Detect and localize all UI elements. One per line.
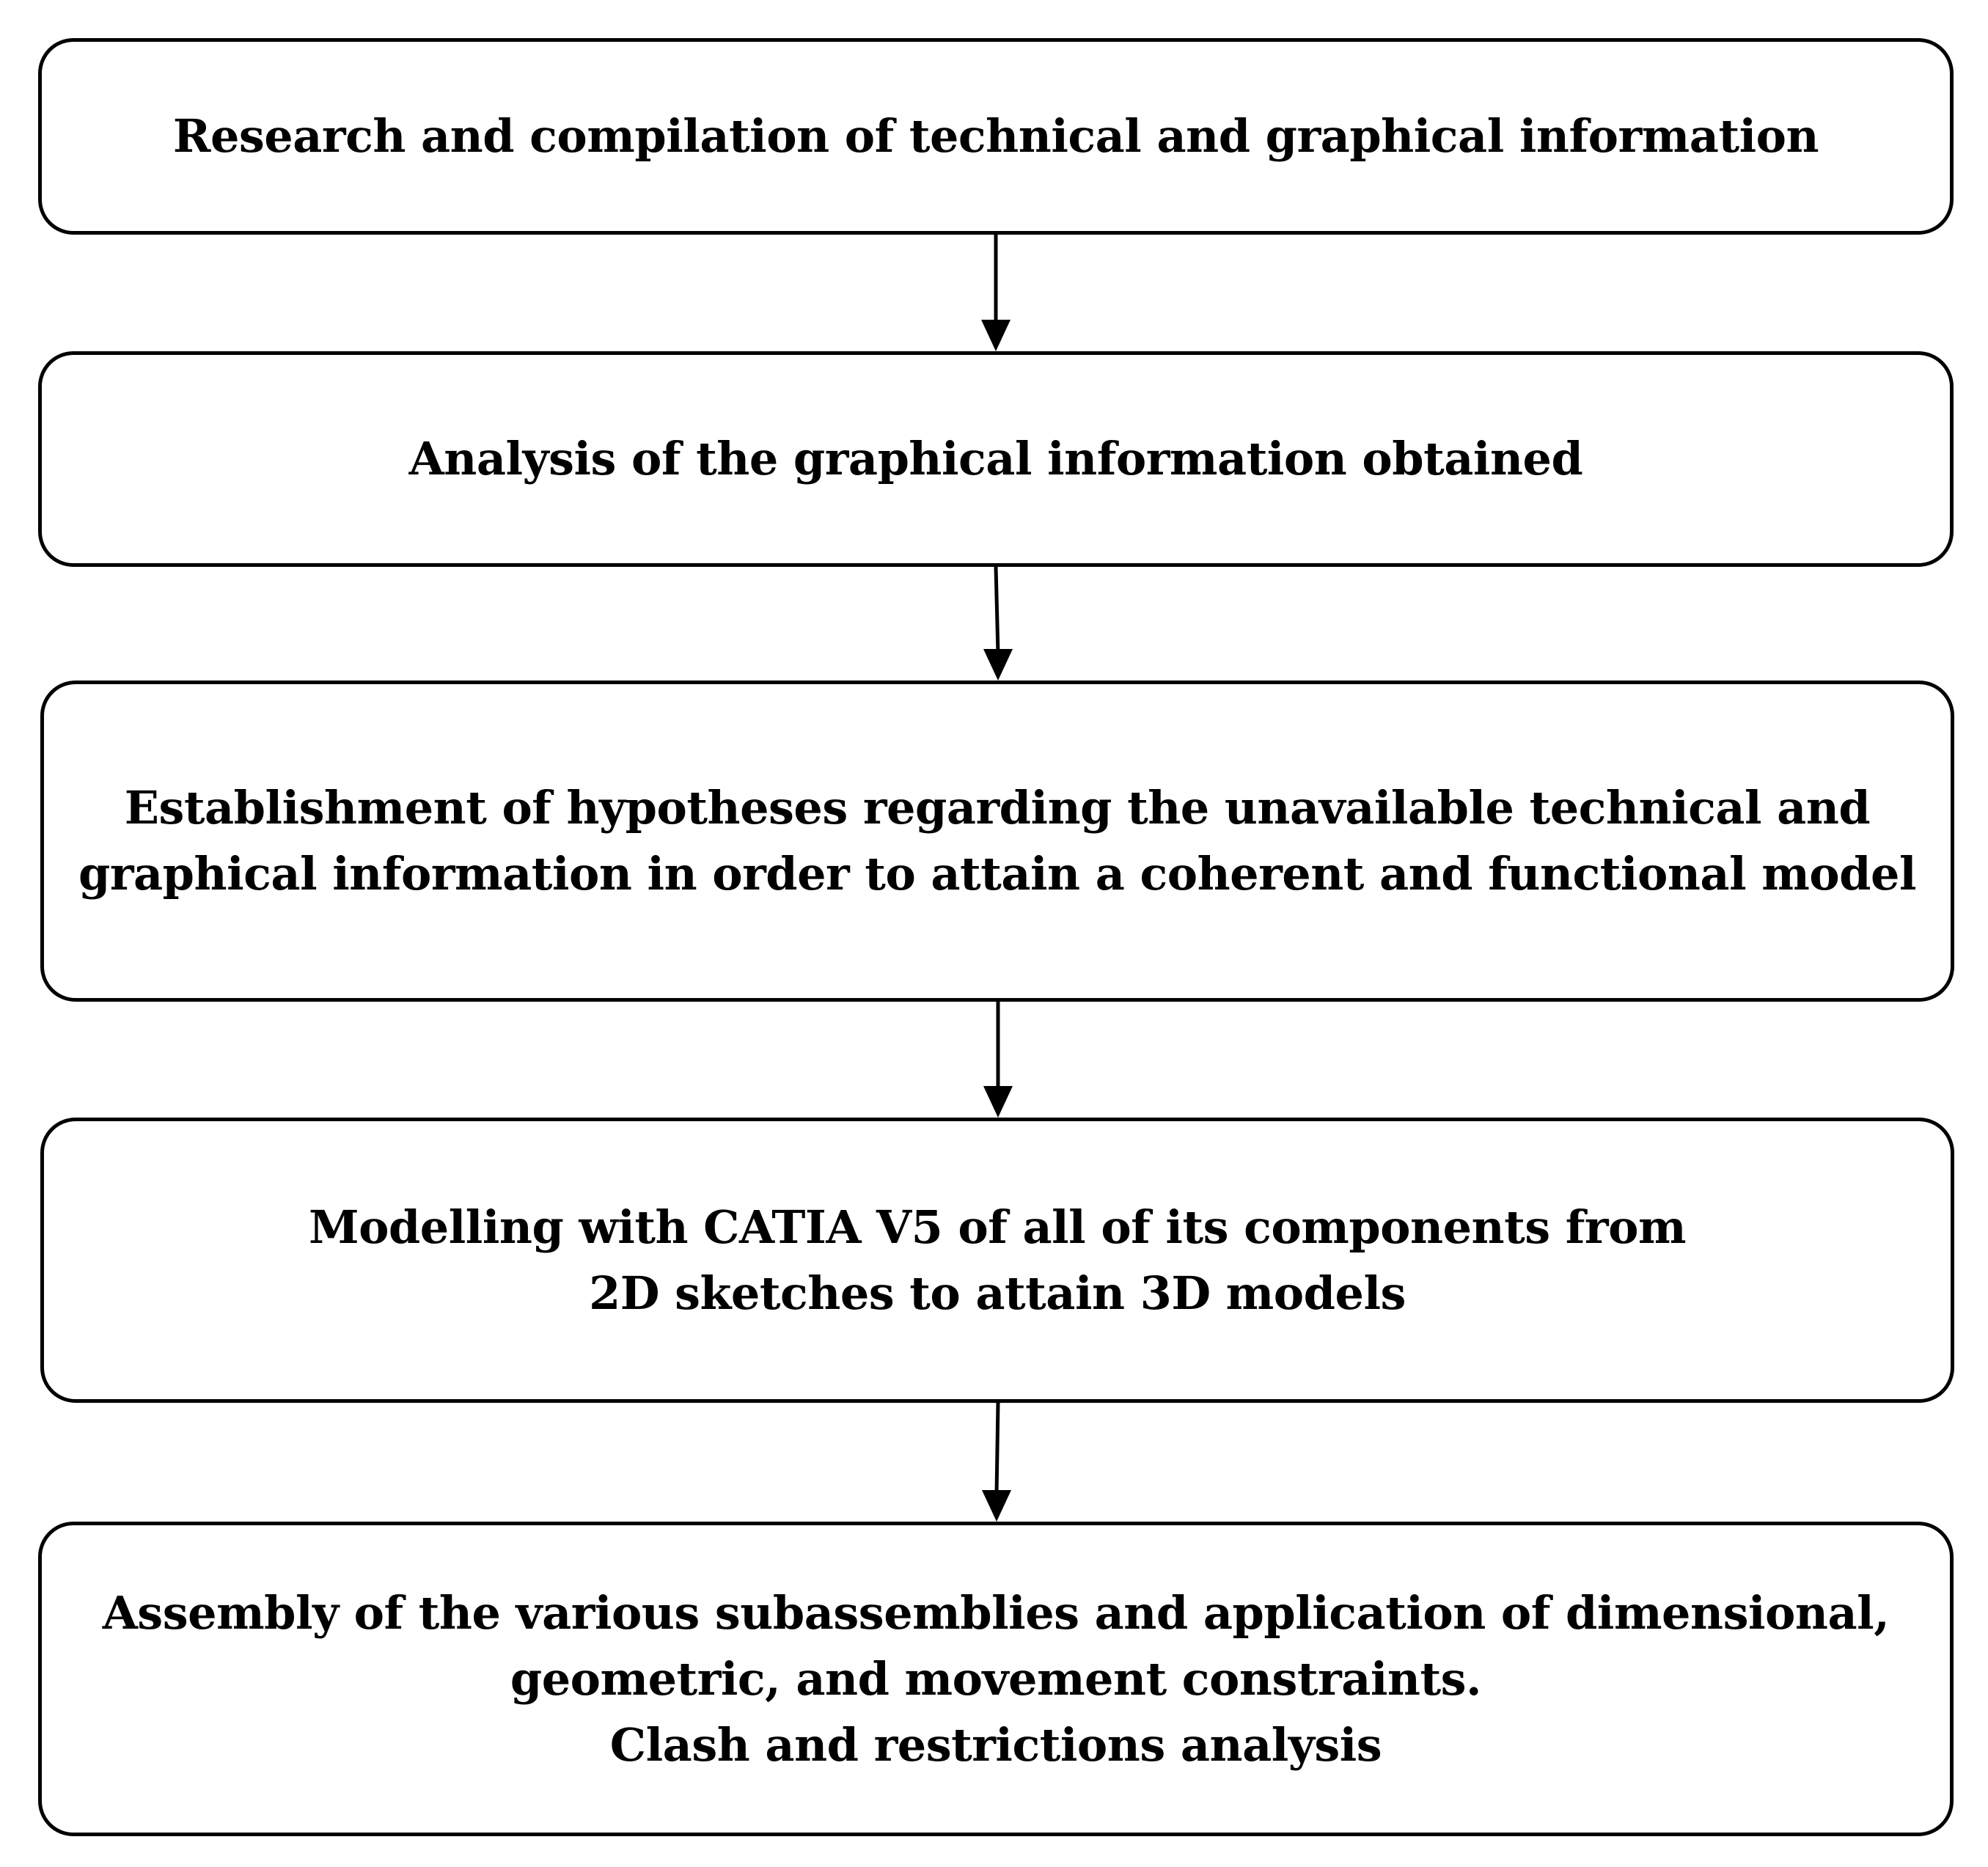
step-5-assembly-box [38,1522,1954,1836]
step-5-text-line-2: geometric, and movement constraints. [510,1651,1482,1706]
step-2-analysis-box [38,351,1954,567]
arrow-step-3-to-4 [983,1002,1013,1118]
step-5-text-line-3: Clash and restrictions analysis [609,1717,1382,1772]
arrow-step-1-to-2 [981,235,1010,351]
step-5-text-line-1: Assembly of the various subassemblies and application of dimensional, [102,1585,1890,1640]
arrow-step-2-to-3 [983,567,1013,681]
step-4-modelling-box [40,1118,1954,1403]
step-1-research-box [38,38,1954,235]
arrow-step-4-to-5 [982,1403,1011,1522]
step-2-text-line-1: Analysis of the graphical information obtained [408,432,1583,485]
step-3-text-line-2: graphical information in order to attain a coherent and functional model [78,847,1917,901]
step-3-hypotheses-box [40,681,1954,1002]
step-4-text-line-2: 2D sketches to attain 3D models [589,1266,1406,1320]
step-4-text-line-1: Modelling with CATIA V5 of all of its components from [308,1200,1687,1254]
step-3-text-line-1: Establishment of hypotheses regarding the unavailable technical and [124,781,1871,835]
step-1-text-line-1: Research and compilation of technical and graphical information [172,109,1819,163]
